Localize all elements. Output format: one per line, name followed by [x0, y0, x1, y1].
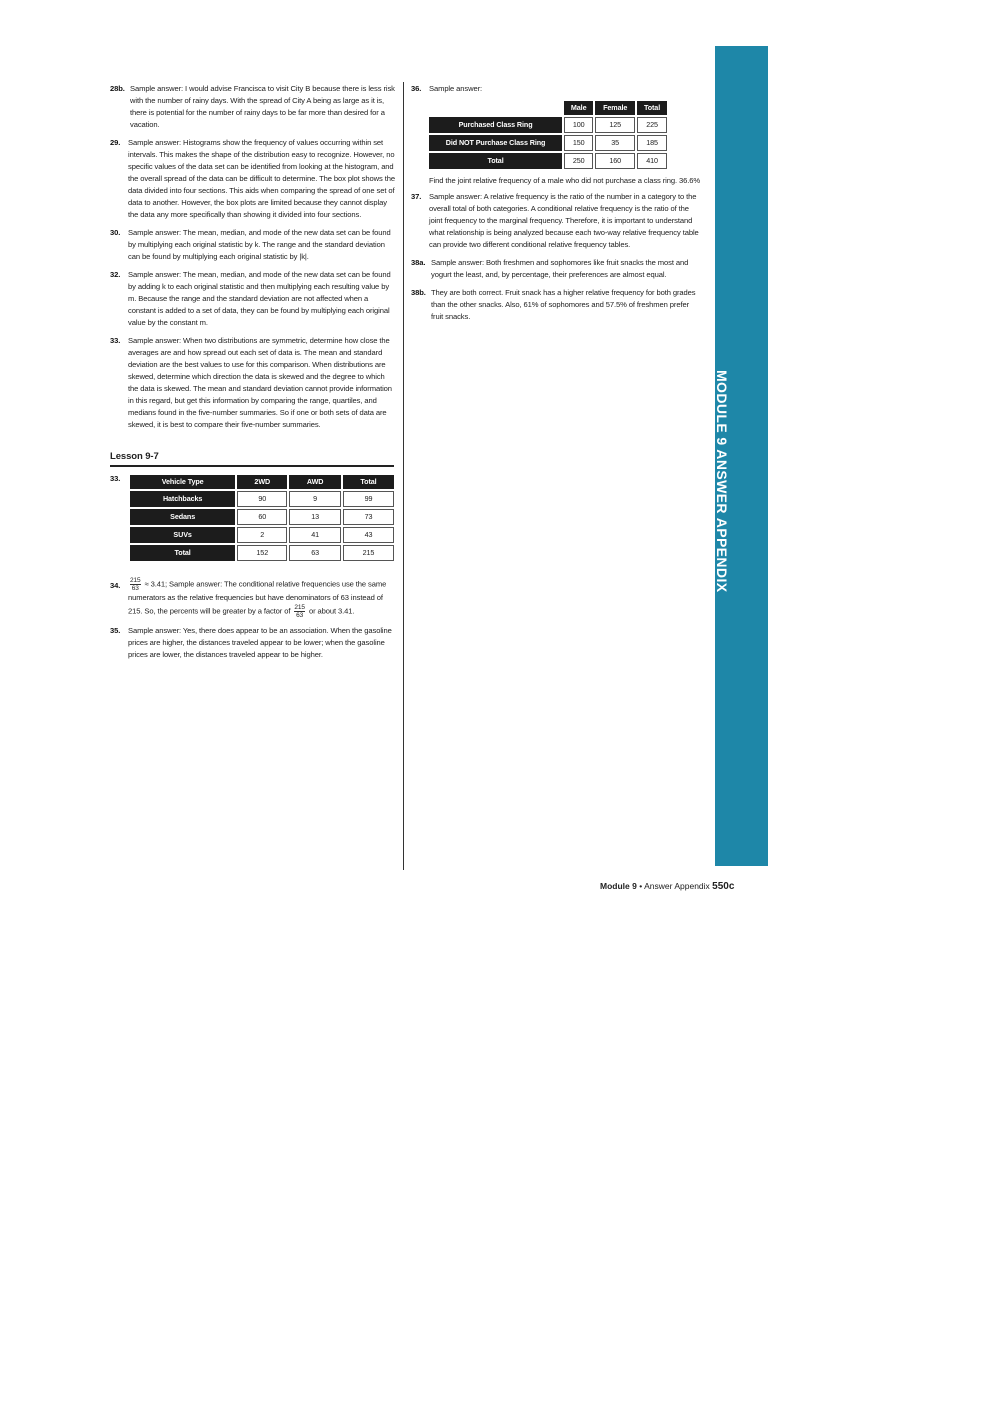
- answer-number: 30.: [110, 228, 121, 237]
- answer-36-note: Find the joint relative frequency of a male who did not purchase a class ring. 36.6%: [429, 176, 701, 185]
- table-cell: 150: [564, 135, 593, 151]
- table-cell: 160: [595, 153, 635, 169]
- answer-text: They are both correct. Fruit snack has a higher relative frequency for both grades than the other snacks. Also, 61% of sophomores and 57.5% of freshmen prefer fruit snacks.: [431, 288, 696, 321]
- table-cell: 125: [595, 117, 635, 133]
- answer-38a: [411, 257, 701, 281]
- vehicle-type-table: [128, 473, 396, 563]
- answer-36: [411, 83, 701, 95]
- table-cell: 410: [637, 153, 667, 169]
- table-header-cell: Male: [564, 101, 593, 115]
- table-cell: 99: [343, 491, 394, 507]
- answer-number: 32.: [110, 270, 121, 279]
- answer-number: 35.: [110, 626, 121, 635]
- answer-text: $\frac{215}{63}$ ≈ 3.41; Sample answer: The conditional relative frequencies use the same numerators as the relative frequencies but have denominators of 63 instead of 215. So, the percents will be greater by a factor of $\frac{215}{63}$ or about 3.41.: [128, 577, 387, 619]
- answer-text: Sample answer: I would advise Francisca to visit City B because there is less risk with the number of rainy days. With the spread of City A being as large as it is, there is potential for the number of rainy days to be far more than desired for a vacation.: [130, 84, 395, 129]
- row-label: Hatchbacks: [130, 491, 235, 507]
- row-label: Total: [429, 153, 562, 169]
- answer-28b: [110, 83, 396, 131]
- row-label: Did NOT Purchase Class Ring: [429, 135, 562, 151]
- left-column: [110, 83, 396, 667]
- right-column: [411, 83, 701, 329]
- answer-text: Sample answer: Yes, there does appear to be an association. When the gasoline prices are higher, the distances traveled appear to be lower; when the gasoline prices are lower, the distances traveled appear to be higher.: [128, 626, 392, 659]
- table-cell: 100: [564, 117, 593, 133]
- row-label: Total: [130, 545, 235, 561]
- answer-number: 34.: [110, 581, 121, 590]
- table-row: [429, 135, 667, 151]
- answer-38b: [411, 287, 701, 323]
- answer-text: Sample answer: The mean, median, and mode of the new data set can be found by multiplying each original statistic by k. The range and the standard deviation can be found by multiplying each original statistic by |k|.: [128, 228, 391, 261]
- table-header-row: [429, 101, 667, 115]
- table-header-cell: [429, 101, 562, 115]
- table-cell: 13: [289, 509, 341, 525]
- table-cell: 152: [237, 545, 287, 561]
- row-label: SUVs: [130, 527, 235, 543]
- answer-number: 33.: [110, 474, 121, 483]
- table-header-cell: Female: [595, 101, 635, 115]
- page-number: 550c: [712, 881, 735, 892]
- row-label: Purchased Class Ring: [429, 117, 562, 133]
- table-cell: 43: [343, 527, 394, 543]
- answer-number: 37.: [411, 192, 422, 201]
- table-cell: 60: [237, 509, 287, 525]
- answer-number: 29.: [110, 138, 121, 147]
- table-cell: 185: [637, 135, 667, 151]
- row-label: Sedans: [130, 509, 235, 525]
- table-header-cell: Total: [637, 101, 667, 115]
- answer-number: 36.: [411, 84, 422, 93]
- answer-text: Sample answer: Both freshmen and sophomores like fruit snacks the most and yogurt the least, and, by percentage, their preferences are almost equal.: [431, 258, 689, 279]
- lesson-heading: Lesson 9-7: [110, 451, 394, 467]
- answer-33-lesson-9-6: [110, 335, 396, 431]
- table-header-row: [130, 475, 394, 489]
- class-ring-table: [427, 99, 669, 171]
- table-cell: 41: [289, 527, 341, 543]
- table-row: [429, 153, 667, 169]
- table-cell: 35: [595, 135, 635, 151]
- table-cell: 73: [343, 509, 394, 525]
- table-row: [429, 117, 667, 133]
- answer-30: [110, 227, 396, 263]
- table-cell: 215: [343, 545, 394, 561]
- footer-separator: •: [639, 881, 643, 891]
- table-row: [130, 545, 394, 561]
- answer-34: [110, 577, 396, 619]
- page-footer: [600, 881, 734, 892]
- answer-text: Sample answer: When two distributions are symmetric, determine how close the averages are and how spread out each set of data is. The mean and standard deviation are the best values to use for this comparison. When distributions are skewed, determine which direction the data is skewed and the degree to which the data is skewed. The mean and standard deviation cannot provide information in this regard, but get this information by comparing the range, quartiles, and medians found in the five-number summaries. So if one or both sets of data are skewed, it is best to compare their five-number summaries.: [128, 336, 392, 429]
- answer-text: Sample answer:: [429, 84, 483, 93]
- table-cell: 63: [289, 545, 341, 561]
- table-cell: 250: [564, 153, 593, 169]
- answer-text: Sample answer: The mean, median, and mode of the new data set can be found by adding k to each original statistic and then multiplying each resulting value by m. Because the range and the standard deviation are not affected when a constant is added to a set of data, they can be found by multiplying each original value by the constant m.: [128, 270, 391, 327]
- answer-29: [110, 137, 396, 221]
- answer-37: [411, 191, 701, 251]
- answer-33-vehicle-table: [110, 473, 396, 563]
- fraction: $\frac{215}{63}$: [130, 577, 141, 592]
- table-header-cell: AWD: [289, 475, 341, 489]
- table-cell: 9: [289, 491, 341, 507]
- answer-number: 38b.: [411, 288, 426, 297]
- answer-number: 28b.: [110, 84, 125, 93]
- table-row: [130, 491, 394, 507]
- answer-number: 38a.: [411, 258, 426, 267]
- footer-module: Module 9: [600, 881, 637, 891]
- table-cell: 225: [637, 117, 667, 133]
- answer-35: [110, 625, 396, 661]
- footer-section: Answer Appendix: [644, 881, 710, 891]
- table-row: [130, 527, 394, 543]
- column-divider: [403, 82, 404, 870]
- table-header-cell: Vehicle Type: [130, 475, 235, 489]
- table-header-cell: 2WD: [237, 475, 287, 489]
- fraction: $\frac{215}{63}$: [294, 604, 305, 619]
- answer-text: Sample answer: A relative frequency is the ratio of the number in a category to the overall total of both categories. A conditional relative frequency is the ratio of the joint frequency to the marginal frequency. Therefore, it is important to understand what relationship is being analyzed because each two-way relative frequency table can provide two different conditional relative frequency tables.: [429, 192, 699, 249]
- answer-text: Sample answer: Histograms show the frequency of values occurring within set intervals. This makes the shape of the distribution easy to recognize. However, no specific values of the data set can be identified from looking at the histogram, and the overall spread of the data can be difficult to determine. The box plot shows the data divided into four sections. This aids when comparing the spread of one set of data to another. However, the box plots are limited because they cannot display the data any more specifically than showing it divided into four sections.: [128, 138, 395, 219]
- answer-number: 33.: [110, 336, 121, 345]
- table-cell: 2: [237, 527, 287, 543]
- table-row: [130, 509, 394, 525]
- table-cell: 90: [237, 491, 287, 507]
- answer-32: [110, 269, 396, 329]
- table-header-cell: Total: [343, 475, 394, 489]
